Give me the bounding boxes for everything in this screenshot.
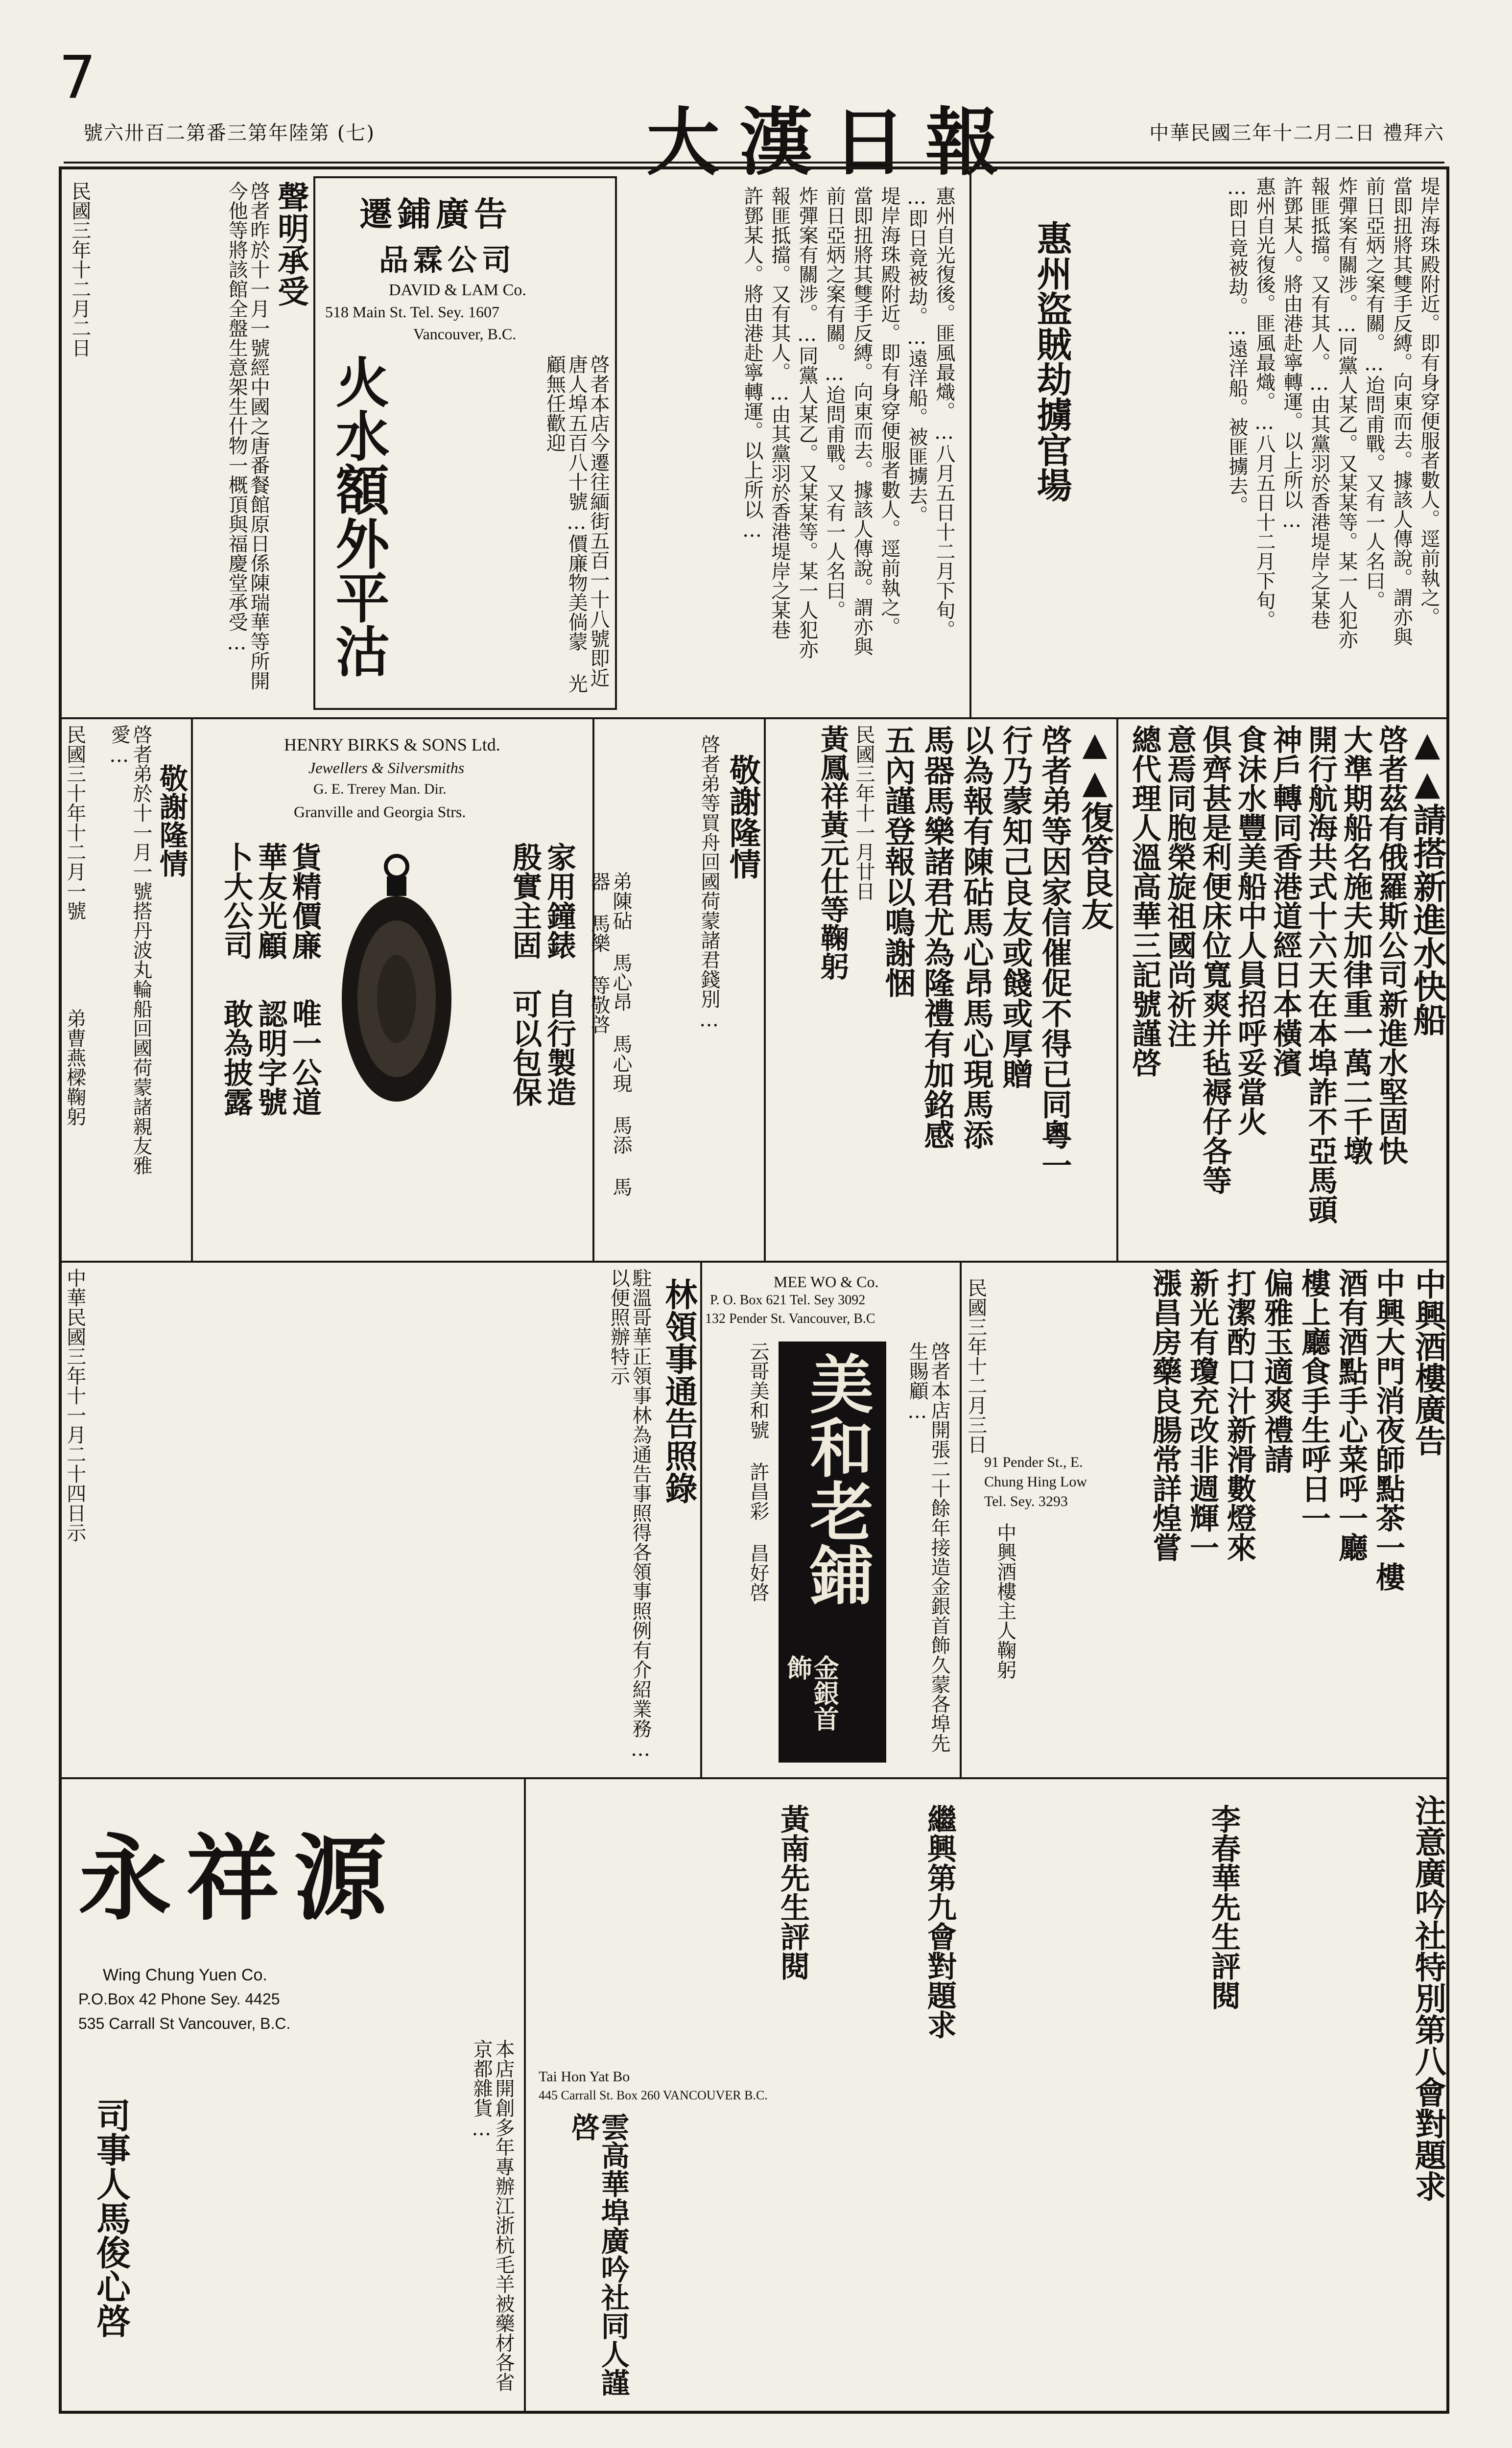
- news-continued: [637, 186, 955, 710]
- news-line: 當即扭將其雙手反縛。向東而去。據該人傳說。謂亦與: [1390, 176, 1413, 646]
- notice-ad: [68, 176, 309, 710]
- restaurant-line: 酒有酒點手心菜呼一廳: [1334, 1268, 1368, 1562]
- moving-ad-body: 啓者本店今遷往緬街五百一十八號即近唐人埠五百八十號…價廉物美倘蒙 光顧無任歡迎: [543, 354, 610, 693]
- restaurant-line: 打潔酌口汁新滑數燈來: [1222, 1268, 1256, 1562]
- reply-line: 啓者弟等因家信催促不得已同粵一: [1037, 725, 1072, 1180]
- birks-address: Granville and Georgia Strs.: [294, 803, 466, 821]
- ship-line: 開行航海共式十六天在本埠詐不亞馬頭: [1303, 725, 1338, 1224]
- restaurant-line: 漲昌房藥良腸常詳煌嘗: [1148, 1268, 1182, 1562]
- news-line: 當即扭將其雙手反縛。向東而去。據該人傳說。謂亦與: [850, 186, 873, 656]
- ship-line: ▲▲請搭新進水快船: [1408, 725, 1447, 1036]
- restaurant-date: 民國三年十二月三日: [964, 1278, 987, 1454]
- restaurant-ad: [965, 1268, 1444, 1772]
- wing-body: 本店開創多年專辦江浙杭毛羊被藥材各省京都雜貨…: [470, 2039, 515, 2392]
- restaurant-phone: Tel. Sey. 3293: [984, 1493, 1068, 1509]
- restaurant-line: 新光有瓊充改非週輝一: [1185, 1268, 1219, 1562]
- wing-box: P.O.Box 42 Phone Sey. 4425: [78, 1990, 280, 2008]
- moving-ad-company: 品霖公司: [379, 243, 516, 278]
- reply-line: 馬器馬樂諸君尤為隆禮有加銘感: [919, 725, 955, 1150]
- masthead-title: 大漢日報: [646, 99, 1019, 186]
- birks-slogan: 華友光顧: [253, 842, 287, 960]
- notice-ad-title: 聲明承受: [272, 181, 309, 306]
- birks-slogan: 卜大公司: [219, 842, 253, 960]
- news-line: 前日亞炳之案有關。…迨問甫戰。又有一人名曰。: [823, 186, 846, 620]
- reply-line: 五內謹登報以鳴謝悃: [880, 725, 916, 998]
- masthead-left-info: 號六卅百二第番三第年陸第 (七): [83, 122, 375, 144]
- ship-line: 俱齊甚是利便床位寬爽并毡褥仔各等: [1198, 725, 1232, 1195]
- thanks2-signer: 弟陳砧 馬心昂 馬心現 馬添 馬器 馬樂 等敬啓: [588, 871, 632, 1197]
- moving-ad-company-en: DAVID & LAM Co.: [389, 281, 526, 299]
- meiwo-address: 132 Pender St. Vancouver, B.C: [705, 1311, 875, 1326]
- row2-divider: [59, 1261, 1449, 1263]
- news-line: 炸彈案有關涉。…同黨人某乙。又某某等。某一人犯亦: [796, 186, 818, 659]
- poem-heading: 李春華先生評閱: [1206, 1804, 1241, 2010]
- thanks2-title: 敬謝隆情: [724, 754, 761, 879]
- poem-subtitle: 繼興第九會對題求: [922, 1804, 957, 2039]
- pocket-watch-icon: [338, 852, 455, 1106]
- reply-line: 民國三年十一月廿日: [852, 725, 875, 901]
- wing-ad: [64, 1785, 519, 2406]
- wing-address: 535 Carrall St Vancouver, B.C.: [78, 2015, 291, 2032]
- birks-company: HENRY BIRKS & SONS Ltd.: [284, 735, 500, 754]
- meiwo-company: MEE WO & Co.: [774, 1273, 879, 1291]
- thanks1-title: 敬謝隆情: [155, 764, 188, 877]
- thanks1-signer: 弟曹燕樑鞠躬: [63, 1009, 86, 1126]
- row3-divider-b: [700, 1261, 702, 1777]
- restaurant-line: 樓上廳食手生呼日一: [1297, 1268, 1331, 1532]
- ship-line: 神戶轉同香港道經日本橫濱: [1268, 725, 1302, 1077]
- moving-ad-address: 518 Main St. Tel. Sey. 1607: [325, 303, 499, 321]
- row4-divider-a: [524, 1777, 526, 2414]
- birks-slogan: 殷實主固: [508, 842, 542, 960]
- news-line: …即日竟被劫。…遠洋船。被匪擄去。: [905, 186, 928, 525]
- wing-signer: 司事人馬俊心啓: [91, 2098, 132, 2338]
- reply-ad: [771, 725, 1114, 1258]
- news-heading: 惠州盜賊劫擄官場: [1031, 220, 1073, 502]
- wing-big: 永祥源: [78, 1824, 402, 1933]
- lin-notice: [63, 1268, 698, 1772]
- meiwo-sub: 金銀首飾: [782, 1655, 839, 1731]
- thanks2-ad: [588, 725, 761, 1258]
- poem-prize-heading: 黃南先生評閱: [776, 1804, 810, 1980]
- meiwo-box: P. O. Box 621 Tel. Sey 3092: [710, 1293, 866, 1308]
- birks-ad: [196, 725, 588, 1258]
- news-line: 報匪抵擋。又有其人。…由其黨羽於香港堤岸之某巷: [768, 186, 791, 639]
- birks-slogan: 可以包保: [508, 989, 542, 1106]
- poem-ad: [529, 1785, 1444, 2406]
- row2-divider-d: [191, 717, 193, 1261]
- restaurant-signer: 中興酒樓主人鞠躬: [993, 1523, 1016, 1679]
- poem-title: 注意廣吟社特別第八會對題求: [1410, 1794, 1446, 2202]
- row3-divider-a: [960, 1261, 962, 1777]
- meiwo-black-panel: [779, 1342, 886, 1763]
- news-line: 前日亞炳之案有關。…迨問甫戰。又有一人名曰。: [1363, 176, 1385, 610]
- lin-title: 林領事通告照錄: [660, 1278, 698, 1504]
- news-line: 炸彈案有關涉。…同黨人某乙。又某某等。某一人犯亦: [1335, 176, 1358, 649]
- birks-slogan: 自行製造: [542, 989, 576, 1106]
- ship-line: 大準期船名施夫加律重一萬二千墩: [1339, 725, 1373, 1165]
- masthead-right-info: 中華民國三年十二月二日 禮拜六: [1149, 122, 1444, 144]
- ship-ad: [1121, 725, 1447, 1258]
- poem-name-en: Tai Hon Yat Bo: [539, 2069, 630, 2085]
- news-line: 惠州自光復後。匪風最熾。…八月五日十二月下旬。: [933, 186, 955, 639]
- wing-company: Wing Chung Yuen Co.: [103, 1966, 267, 1984]
- lin-body: 駐溫哥華正領事林為通告事照得各領事照例有介紹業務…以便照辦特示: [607, 1268, 652, 1761]
- poem-box-en: 445 Carrall St. Box 260 VANCOUVER B.C.: [539, 2088, 768, 2102]
- news-line: 許鄧某人。將由港赴寧轉運。以上所以…: [741, 186, 763, 541]
- news-line: 報匪抵擋。又有其人。…由其黨羽於香港堤岸之某巷: [1308, 176, 1330, 630]
- ship-line: 啓者茲有俄羅斯公司新進水堅固快: [1374, 725, 1408, 1165]
- restaurant-line: 偏雅玉適爽禮請: [1259, 1268, 1294, 1474]
- news-body: [1077, 176, 1440, 710]
- birks-slogan: 認明字號: [253, 999, 287, 1116]
- reply-line: 以為報有陳砧馬心昂馬心現馬添: [958, 725, 994, 1150]
- news-line: 堤岸海珠殿附近。即有身穿便服者數人。逕前執之。: [878, 186, 900, 636]
- birks-slogan: 貨精價廉: [287, 842, 322, 960]
- reply-line: 黃鳳祥黃元仕等鞠躬: [816, 725, 849, 980]
- notice-ad-date: 民國三年十二月二日: [68, 181, 91, 357]
- restaurant-address: 91 Pender St., E.: [984, 1454, 1083, 1470]
- news-line: …即日竟被劫。…遠洋船。被匪擄去。: [1226, 176, 1248, 515]
- moving-ad: [313, 176, 617, 710]
- thanks1-date: 民國三十年十二月一號: [63, 725, 86, 920]
- birks-sub: Jewellers & Silversmiths: [308, 759, 465, 777]
- moving-ad-title: 遷鋪廣告: [359, 195, 513, 234]
- news-line: 惠州自光復後。匪風最熾。…八月五日十二月下旬。: [1253, 176, 1276, 630]
- news-line: 許鄧某人。將由港赴寧轉運。以上所以…: [1280, 176, 1303, 532]
- restaurant-title: 中興酒樓廣告: [1410, 1268, 1446, 1456]
- poem-sign: 雲高華埠廣吟社同人謹啓: [566, 2113, 630, 2397]
- reply-line: 行乃蒙知己良友或餞或厚贈: [997, 725, 1033, 1089]
- row1-divider: [59, 717, 1449, 719]
- reply-line: ▲▲復答良友: [1076, 725, 1114, 930]
- meiwo-ad: [705, 1268, 955, 1772]
- thanks2-body: 啓者弟等買舟回國荷蒙諸君錢別…: [698, 734, 720, 1031]
- notice-ad-body: 啓者昨於十一月一號經中國之唐番餐館原日係陳瑞華等所開今他等將該館全盤生意架生什物一概頂與福慶堂承受…: [225, 181, 270, 690]
- col1-divider: [969, 166, 971, 717]
- news-line: 堤岸海珠殿附近。即有身穿便服者數人。逕前執之。: [1418, 176, 1440, 627]
- row3-divider: [59, 1777, 1449, 1779]
- lin-date: 中華民國三年十一月二十四日示: [63, 1268, 86, 1542]
- ship-line: 食沫水豐美船中人員招呼妥當火: [1233, 725, 1267, 1136]
- meiwo-big: 美和老鋪: [799, 1351, 874, 1606]
- restaurant-name-en: Chung Hing Low: [984, 1474, 1087, 1490]
- birks-slogan: 唯一公道: [287, 999, 322, 1116]
- ship-line: 總代理人溫高華三記號謹啓: [1127, 725, 1161, 1077]
- thanks1-ad: [64, 725, 186, 1258]
- moving-ad-city: Vancouver, B.C.: [413, 325, 517, 343]
- ship-line: 意焉同胞榮旋祖國尚祈注: [1162, 725, 1197, 1048]
- page-corner-mark: 7: [59, 44, 96, 112]
- meiwo-signers: 云哥美和號 許昌彩 昌好啓: [747, 1342, 769, 1602]
- row2-divider-b: [764, 717, 766, 1261]
- moving-ad-big: 火水額外平沽: [327, 354, 390, 678]
- birks-manager: G. E. Trerey Man. Dir.: [313, 781, 447, 797]
- birks-slogan: 敢為披露: [219, 999, 253, 1116]
- thanks1-body: 啓者弟於十一月一號搭丹波丸輪船回國荷蒙諸親友雅愛…: [108, 725, 152, 1175]
- masthead-rule: [64, 162, 1444, 164]
- meiwo-body: 啓者本店開張二十餘年接造金銀首飾久蒙各埠先生賜顧…: [906, 1342, 950, 1753]
- birks-slogan: 家用鐘錶: [542, 842, 576, 960]
- restaurant-line: 中興大門消夜師點茶一樓: [1371, 1268, 1405, 1591]
- row2-divider-a: [1116, 717, 1118, 1261]
